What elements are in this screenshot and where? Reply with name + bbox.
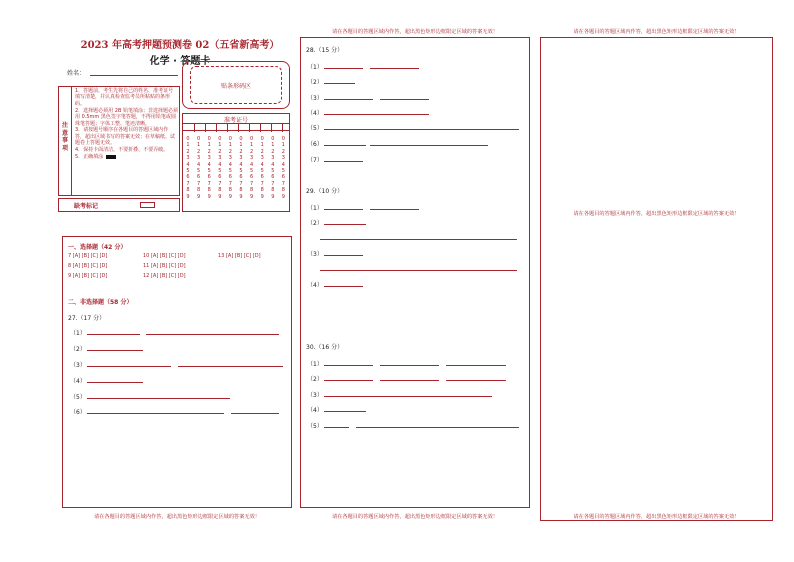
q27-label: （3）: [70, 362, 86, 369]
exam-number-digit[interactable]: 6: [281, 174, 285, 181]
exam-number-digit[interactable]: 0: [239, 136, 243, 142]
exam-number-digit[interactable]: 2: [281, 148, 285, 155]
exam-number-digit[interactable]: 0: [281, 136, 285, 142]
q27-label: （2）: [70, 346, 86, 353]
exam-number-digit[interactable]: 1: [207, 142, 211, 149]
exam-number-digit[interactable]: 6: [239, 174, 243, 181]
exam-number-digit[interactable]: 5: [186, 168, 190, 175]
exam-number-digit[interactable]: 7: [250, 180, 254, 187]
exam-number-digit[interactable]: 5: [228, 168, 232, 175]
answer-line[interactable]: [324, 380, 373, 381]
exam-number-digit[interactable]: 0: [250, 136, 254, 142]
answer-line[interactable]: [324, 129, 519, 130]
q28-label: （2）: [307, 79, 323, 86]
q28-label: （1）: [307, 64, 323, 71]
exam-number-digit[interactable]: 1: [281, 142, 285, 149]
subject-title: 化学 · 答题卡: [149, 56, 211, 67]
answer-line[interactable]: [324, 99, 373, 100]
exam-number-digit[interactable]: 3: [239, 155, 243, 162]
exam-number-digit[interactable]: 4: [207, 161, 211, 168]
exam-number-digit[interactable]: 6: [186, 174, 190, 181]
answer-line[interactable]: [87, 413, 224, 414]
answer-line[interactable]: [324, 286, 363, 287]
exam-number-digit[interactable]: 7: [218, 180, 222, 187]
answer-line[interactable]: [324, 68, 363, 69]
q27-label: （4）: [70, 378, 86, 385]
exam-number-digit[interactable]: 8: [207, 187, 211, 194]
exam-number-digit[interactable]: 1: [239, 142, 243, 149]
exam-number-digit[interactable]: 8: [260, 187, 264, 194]
exam-number-input-row[interactable]: [183, 123, 289, 131]
exam-number-digit[interactable]: 7: [197, 180, 201, 187]
exam-number-digit[interactable]: 7: [260, 180, 264, 187]
notes-side-label: 注意事项: [61, 122, 68, 152]
exam-number-column[interactable]: [183, 136, 193, 200]
mc-item[interactable]: 8 [A] [B] [C] [D]: [68, 263, 108, 269]
exam-number-digit[interactable]: 3: [281, 155, 285, 162]
exam-number-digit[interactable]: 3: [260, 155, 264, 162]
exam-title: 2023 年高考押题预测卷 02（五省新高考）: [80, 40, 280, 51]
exam-number-digit[interactable]: 4: [186, 161, 190, 168]
answer-line[interactable]: [87, 334, 140, 335]
exam-number-digit[interactable]: 2: [250, 148, 254, 155]
exam-number-digit[interactable]: 9: [228, 193, 232, 200]
mc-item[interactable]: 10 [A] [B] [C] [D]: [143, 253, 186, 259]
exam-number-digit[interactable]: 2: [239, 148, 243, 155]
answer-line[interactable]: [324, 411, 366, 412]
answer-line[interactable]: [380, 380, 439, 381]
exam-number-column[interactable]: [278, 136, 288, 200]
exam-number-digit[interactable]: 8: [281, 187, 285, 194]
exam-number-digit[interactable]: 8: [239, 187, 243, 194]
exam-number-digit[interactable]: 3: [207, 155, 211, 162]
exam-number-digit[interactable]: 9: [197, 193, 201, 200]
exam-number-digit[interactable]: 6: [207, 174, 211, 181]
notes-item-correct: [75, 154, 178, 160]
q30-label: （1）: [307, 361, 323, 368]
answer-line[interactable]: [370, 68, 419, 69]
answer-line[interactable]: [370, 209, 419, 210]
exam-number-digit[interactable]: 3: [271, 155, 275, 162]
answer-line[interactable]: [324, 255, 363, 256]
notes-item: 4．保持卡面清洁，不要折叠、不要弄破。: [75, 147, 169, 154]
filled-mark-icon: [106, 155, 116, 159]
barcode-label: 贴条形码区: [190, 66, 282, 104]
exam-number-digit[interactable]: 3: [228, 155, 232, 162]
answer-line[interactable]: [87, 398, 230, 399]
exam-number-digit[interactable]: 0: [218, 136, 222, 142]
answer-line[interactable]: [324, 209, 363, 210]
exam-number-digit[interactable]: 8: [271, 187, 275, 194]
mc-item[interactable]: 7 [A] [B] [C] [D]: [68, 253, 108, 259]
answer-line[interactable]: [324, 145, 366, 146]
exam-number-column[interactable]: [257, 136, 267, 200]
exam-number-digit[interactable]: 9: [207, 193, 211, 200]
answer-line[interactable]: [231, 413, 279, 414]
exam-number-column[interactable]: [236, 136, 246, 200]
exam-number-digit[interactable]: 0: [197, 136, 201, 142]
exam-number-digit[interactable]: 4: [260, 161, 264, 168]
answer-line[interactable]: [324, 365, 373, 366]
notes-item: 1．答题前，考生先将自己的姓名、准考证号填写清楚，并认真检查监考员所粘贴的条形码。: [75, 88, 174, 107]
warning-note: 请在各题目的答题区域内作答，超出黑色矩形边框限定区域的答案无效！: [573, 29, 740, 35]
exam-number-digit[interactable]: 1: [218, 142, 222, 149]
warning-note: 请在各题目的答题区域内作答，超出黑色矩形边框限定区域的答案无效！: [331, 29, 498, 35]
absent-label: 缺考标记: [74, 203, 99, 210]
warning-note: 请在各题目的答题区域内作答，超出黑色矩形边框限定区域的答案无效！: [573, 211, 740, 217]
exam-number-digit[interactable]: 0: [207, 136, 211, 142]
exam-number-digit[interactable]: 0: [260, 136, 264, 142]
q27-label: （1）: [70, 330, 86, 337]
answer-line[interactable]: [446, 380, 506, 381]
exam-number-digit[interactable]: 8: [218, 187, 222, 194]
exam-number-digit[interactable]: 7: [239, 180, 243, 187]
exam-number-digit[interactable]: 8: [197, 187, 201, 194]
q28-label: （4）: [307, 110, 323, 117]
exam-number-digit[interactable]: 7: [207, 180, 211, 187]
exam-number-digit[interactable]: 2: [271, 148, 275, 155]
mc-item[interactable]: 13 [A] [B] [C] [D]: [218, 253, 261, 259]
exam-number-column[interactable]: [194, 136, 204, 200]
exam-number-digit[interactable]: 7: [186, 180, 190, 187]
q29-label: （3）: [307, 251, 323, 258]
q27-head: 27.（17 分）: [68, 315, 106, 322]
exam-number-digit[interactable]: 3: [197, 155, 201, 162]
answer-line[interactable]: [446, 365, 506, 366]
exam-number-digit[interactable]: 5: [260, 168, 264, 175]
exam-number-digit[interactable]: 5: [271, 168, 275, 175]
answer-line[interactable]: [87, 382, 143, 383]
answer-line[interactable]: [178, 366, 283, 367]
notes-side: [58, 86, 72, 196]
answer-line[interactable]: [324, 83, 355, 84]
section1-title: 一、选择题（42 分）: [68, 244, 127, 251]
answer-line[interactable]: [324, 224, 366, 225]
exam-number-digit[interactable]: 9: [186, 193, 190, 200]
exam-number-digit[interactable]: 4: [239, 161, 243, 168]
exam-number-digit[interactable]: 7: [281, 180, 285, 187]
mc-item[interactable]: 12 [A] [B] [C] [D]: [143, 273, 186, 279]
exam-number-digit[interactable]: 5: [250, 168, 254, 175]
notes-item: 2．选择题必须用 2B 铅笔填涂；非选择题必须用 0.5mm 黑色签字笔答题，不得用铅笔或圆珠笔答题；字体工整、笔迹清晰。: [75, 107, 178, 127]
exam-number-digit[interactable]: 9: [239, 193, 243, 200]
q30-label: （3）: [307, 392, 323, 399]
exam-number-digit[interactable]: 7: [228, 180, 232, 187]
exam-number-column[interactable]: [247, 136, 257, 200]
answer-line[interactable]: [87, 350, 143, 351]
exam-number-digit[interactable]: 6: [250, 174, 254, 181]
absent-checkbox[interactable]: [140, 202, 155, 208]
exam-number-digit[interactable]: 8: [250, 187, 254, 194]
exam-number-digit[interactable]: 5: [207, 168, 211, 175]
q28-label: （6）: [307, 141, 323, 148]
exam-number-digit[interactable]: 3: [250, 155, 254, 162]
exam-number-digit[interactable]: 0: [271, 136, 275, 142]
exam-number-digit[interactable]: 4: [228, 161, 232, 168]
exam-number-digit[interactable]: 4: [197, 161, 201, 168]
q28-label: （3）: [307, 95, 323, 102]
answer-line[interactable]: [324, 427, 349, 428]
answer-line[interactable]: [370, 145, 488, 146]
exam-number-digit[interactable]: 1: [250, 142, 254, 149]
exam-number-digit[interactable]: 2: [218, 148, 222, 155]
answer-panel-2: [300, 37, 530, 508]
q29-label: （4）: [307, 282, 323, 289]
notes-item: 5．正确填涂: [75, 154, 104, 161]
q27-label: （6）: [70, 409, 86, 416]
exam-number-digit[interactable]: 7: [271, 180, 275, 187]
q30-label: （4）: [307, 407, 323, 414]
q28-label: （7）: [307, 157, 323, 164]
exam-number-title: 准考证号: [223, 117, 248, 124]
exam-number-digit[interactable]: 4: [250, 161, 254, 168]
answer-line[interactable]: [356, 427, 519, 428]
warning-note: 请在各题目的答题区域内作答，超出黑色矩形边框限定区域的答案无效！: [573, 514, 740, 520]
exam-number-digit[interactable]: 6: [197, 174, 201, 181]
exam-number-digit[interactable]: 5: [239, 168, 243, 175]
exam-number-digit[interactable]: 2: [228, 148, 232, 155]
answer-panel-3[interactable]: [540, 37, 773, 521]
answer-line[interactable]: [324, 161, 363, 162]
q27-label: （5）: [70, 394, 86, 401]
notes-list: [75, 88, 178, 161]
mc-item[interactable]: 9 [A] [B] [C] [D]: [68, 273, 108, 279]
mc-item[interactable]: 11 [A] [B] [C] [D]: [143, 263, 186, 269]
answer-line[interactable]: [320, 270, 517, 271]
name-field[interactable]: [90, 75, 178, 76]
warning-note: 请在各题目的答题区域内作答，超出黑色矩形边框限定区域的答案无效！: [331, 514, 498, 520]
exam-number-digit[interactable]: 9: [260, 193, 264, 200]
exam-number-digit[interactable]: 3: [218, 155, 222, 162]
exam-number-digit[interactable]: 2: [197, 148, 201, 155]
warning-note: 请在各题目的答题区域内作答，超出黑色矩形边框限定区域的答案无效！: [93, 514, 260, 520]
answer-line[interactable]: [87, 366, 171, 367]
exam-number-digit[interactable]: 6: [271, 174, 275, 181]
exam-number-digit[interactable]: 5: [218, 168, 222, 175]
exam-number-digit[interactable]: 1: [228, 142, 232, 149]
exam-number-digit[interactable]: 4: [271, 161, 275, 168]
exam-number-digit[interactable]: 5: [197, 168, 201, 175]
exam-number-digit[interactable]: 8: [186, 187, 190, 194]
answer-line[interactable]: [380, 365, 439, 366]
exam-number-digit[interactable]: 4: [281, 161, 285, 168]
exam-number-digit[interactable]: 1: [271, 142, 275, 149]
exam-number-digit[interactable]: 2: [260, 148, 264, 155]
exam-number-digit[interactable]: 1: [186, 142, 190, 149]
exam-number-digit[interactable]: 6: [218, 174, 222, 181]
exam-number-digit[interactable]: 8: [228, 187, 232, 194]
exam-number-digit[interactable]: 4: [218, 161, 222, 168]
exam-number-digit[interactable]: 0: [228, 136, 232, 142]
exam-number-digit[interactable]: 6: [228, 174, 232, 181]
q30-label: （5）: [307, 423, 323, 430]
q28-label: （5）: [307, 125, 323, 132]
q29-head: 29.（10 分）: [306, 188, 344, 195]
answer-line[interactable]: [324, 396, 492, 397]
exam-number-digit[interactable]: 1: [260, 142, 264, 149]
exam-number-column[interactable]: [268, 136, 278, 200]
exam-number-digit[interactable]: 9: [250, 193, 254, 200]
exam-number-digit[interactable]: 9: [281, 193, 285, 200]
exam-number-digit[interactable]: 5: [281, 168, 285, 175]
q28-head: 28.（15 分）: [306, 47, 344, 54]
answer-line[interactable]: [146, 334, 279, 335]
exam-number-digit[interactable]: 6: [260, 174, 264, 181]
exam-number-digit[interactable]: 0: [186, 136, 190, 142]
q30-head: 30.（16 分）: [306, 344, 344, 351]
exam-number-digit[interactable]: 9: [271, 193, 275, 200]
q29-label: （1）: [307, 205, 323, 212]
exam-number-column[interactable]: [215, 136, 225, 200]
q29-label: （2）: [307, 220, 323, 227]
exam-number-digit[interactable]: 9: [218, 193, 222, 200]
section2-title: 二、非选择题（58 分）: [68, 299, 133, 306]
q30-label: （2）: [307, 376, 323, 383]
exam-number-column[interactable]: [225, 136, 235, 200]
answer-line[interactable]: [324, 114, 429, 115]
exam-number-column[interactable]: [204, 136, 214, 200]
answer-line[interactable]: [380, 99, 429, 100]
answer-line[interactable]: [320, 239, 517, 240]
exam-number-digit[interactable]: 1: [197, 142, 201, 149]
exam-number-digit[interactable]: 3: [186, 155, 190, 162]
notes-item: 3．请按题号顺序在各题目的答题区域内作答，超出区域书写的答案无效；在草稿纸、试题卷上答题无效。: [75, 127, 176, 147]
exam-number-digit[interactable]: 2: [186, 148, 190, 155]
name-label: 姓名：: [67, 70, 86, 77]
exam-number-digit[interactable]: 2: [207, 148, 211, 155]
